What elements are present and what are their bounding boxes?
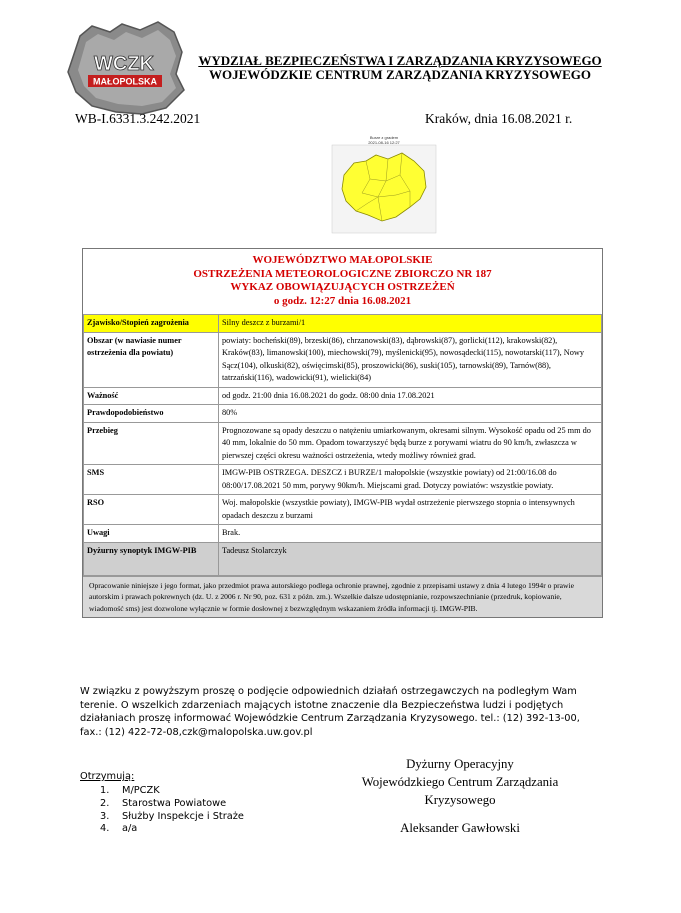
- table-row: [84, 525, 602, 543]
- row-value: powiaty: bocheński(89), brzeski(86), chrzanowski(83), dąbrowski(87), gorlicki(112), krakowski(82), Kraków(83), limanowski(100), miechowski(79), myślenicki(95), nowosądecki(115), nowotarski(117), Nowy Sącz(104), olkuski(82), oświęcimski(85), proszowicki(86), suski(105), tarnowski(89), Tarnów(88), tatrzański(116), wadowicki(91), wielicki(84): [219, 332, 602, 387]
- table-row: [84, 465, 602, 495]
- row-value: Silny deszcz z burzami/1: [219, 315, 602, 333]
- recipients-list: [100, 785, 244, 836]
- place-date: Kraków, dnia 16.08.2021 r.: [425, 111, 573, 126]
- list-item-number: 1.: [100, 785, 110, 796]
- row-value: Prognozowane są opady deszczu o natężeniu umiarkowanym, okresami silnym. Wysokość opadu od 25 mm do 40 mm, lokalnie do 50 mm. Opadom towarzyszyć będą burze z porywami wiatru do 90 km/h, zwłaszcza w pierwszej części okresu ważności ostrzeżenia, wtedy możliwy również grad.: [219, 422, 602, 465]
- list-item-number: 2.: [100, 797, 110, 809]
- row-label: Dyżurny synoptyk IMGW-PIB: [84, 542, 219, 575]
- signature-line: Wojewódzkiego Centrum Zarządzania: [361, 775, 559, 789]
- wczk-logo: [62, 18, 192, 118]
- signature-line: Kryzysowego: [424, 793, 496, 807]
- map-caption: [330, 135, 438, 145]
- warning-title-line: OSTRZEŻENIA METEOROLOGICZNE ZBIORCZO NR 187: [193, 267, 492, 280]
- list-item: [100, 785, 244, 798]
- header-department: WYDZIAŁ BEZPIECZEŃSTWA I ZARZĄDZANIA KRYZYSOWEGO: [198, 53, 602, 68]
- table-row: [84, 387, 602, 405]
- row-label: Zjawisko/Stopień zagrożenia: [84, 315, 219, 333]
- row-value: Tadeusz Stolarczyk: [219, 542, 602, 575]
- row-label: Prawdopodobieństwo: [84, 405, 219, 423]
- table-row: [84, 542, 602, 575]
- warning-title-line: WYKAZ OBOWIĄZUJĄCYCH OSTRZEŻEŃ: [230, 281, 455, 293]
- table-row: [84, 495, 602, 525]
- body-paragraph: W związku z powyższym proszę o podjęcie odpowiednich działań ostrzegawczych na podległym Wam terenie. O wszelkich zdarzeniach mających istotne znaczenie dla Bezpieczeństwa ludzi i podjętych działaniach proszę informować Wojewódzkie Centrum Zarządzania Kryzysowego. tel.: (12) 392-13-00, fax.: (12) 422-72-08,czk@malopolska.uw.gov.pl: [80, 686, 580, 738]
- warning-title-line: o godz. 12:27 dnia 16.08.2021: [273, 294, 412, 307]
- recipients-title: Otrzymują:: [80, 771, 135, 782]
- signature-block: [340, 755, 580, 809]
- warning-table: [83, 314, 602, 576]
- signature-line: Dyżurny Operacyjny: [406, 757, 514, 771]
- list-item-number: 3.: [100, 810, 110, 822]
- warning-map: [330, 135, 438, 235]
- table-row: [84, 332, 602, 387]
- row-label: Ważność: [84, 387, 219, 405]
- map-caption-line1: Burze z gradem: [369, 135, 399, 140]
- row-value: Woj. małopolskie (wszystkie powiaty), IMGW-PIB wydał ostrzeżenie pierwszego stopnia o intensywnych opadach deszczu z burzami: [219, 495, 602, 525]
- logo-text-wczk: WCZK: [94, 53, 154, 75]
- signatory-name: Aleksander Gawłowski: [400, 821, 520, 835]
- table-row: [84, 422, 602, 465]
- map-caption-line2: 2021-08-16 12:27: [368, 140, 400, 145]
- row-value: Brak.: [219, 525, 602, 543]
- reference-number: WB-I.6331.3.242.2021: [75, 111, 201, 126]
- table-row: [84, 315, 602, 333]
- row-label: Przebieg: [84, 422, 219, 465]
- copyright-disclaimer: Opracowanie niniejsze i jego format, jako przedmiot prawa autorskiego podlega ochronie prawnej, zgodnie z przepisami ustawy z dnia 4 lutego 1994r o prawie autorskim i prawach pokrewnych (dz. U. z 2006 r. Nr 90, poz. 631 z późn. zm.). Wszelkie dalsze udostępnianie, rozpowszechnianie (przedruk, kopiowanie, wiadomość sms) jest dozwolone wyłącznie w formie dosłownej z bezwzględnym wskazaniem źródła informacji tj. IMGW-PIB.: [83, 576, 602, 618]
- warning-title: [83, 249, 602, 314]
- row-value: IMGW-PIB OSTRZEGA. DESZCZ i BURZE/1 małopolskie (wszystkie powiaty) od 21:00/16.08 do 08:00/17.08.2021 50 mm, porywy 90km/h. Miejscami grad. Dotyczy powiatów: wszystkie powiaty.: [219, 465, 602, 495]
- list-item-text: M/PCZK: [122, 785, 160, 796]
- row-value: 80%: [219, 405, 602, 423]
- row-value: od godz. 21:00 dnia 16.08.2021 do godz. 08:00 dnia 17.08.2021: [219, 387, 602, 405]
- row-label: Obszar (w nawiasie numer ostrzeżenia dla powiatu): [84, 332, 219, 387]
- list-item: [100, 798, 244, 811]
- table-row: [84, 405, 602, 423]
- list-item: [100, 811, 244, 824]
- list-item: [100, 823, 244, 836]
- list-item-number: 4.: [100, 823, 110, 835]
- logo-text-malopolska: MAŁOPOLSKA: [93, 76, 157, 87]
- list-item-text: a/a: [122, 823, 138, 835]
- row-label: Uwagi: [84, 525, 219, 543]
- header-center: WOJEWÓDZKIE CENTRUM ZARZĄDZANIA KRYZYSOWEGO: [208, 67, 591, 82]
- list-item-text: Służby Inspekcje i Straże: [122, 810, 244, 822]
- warning-title-line: WOJEWÓDZTWO MAŁOPOLSKIE: [252, 254, 433, 266]
- warning-box: [82, 248, 603, 618]
- row-label: RSO: [84, 495, 219, 525]
- row-label: SMS: [84, 465, 219, 495]
- list-item-text: Starostwa Powiatowe: [122, 797, 227, 809]
